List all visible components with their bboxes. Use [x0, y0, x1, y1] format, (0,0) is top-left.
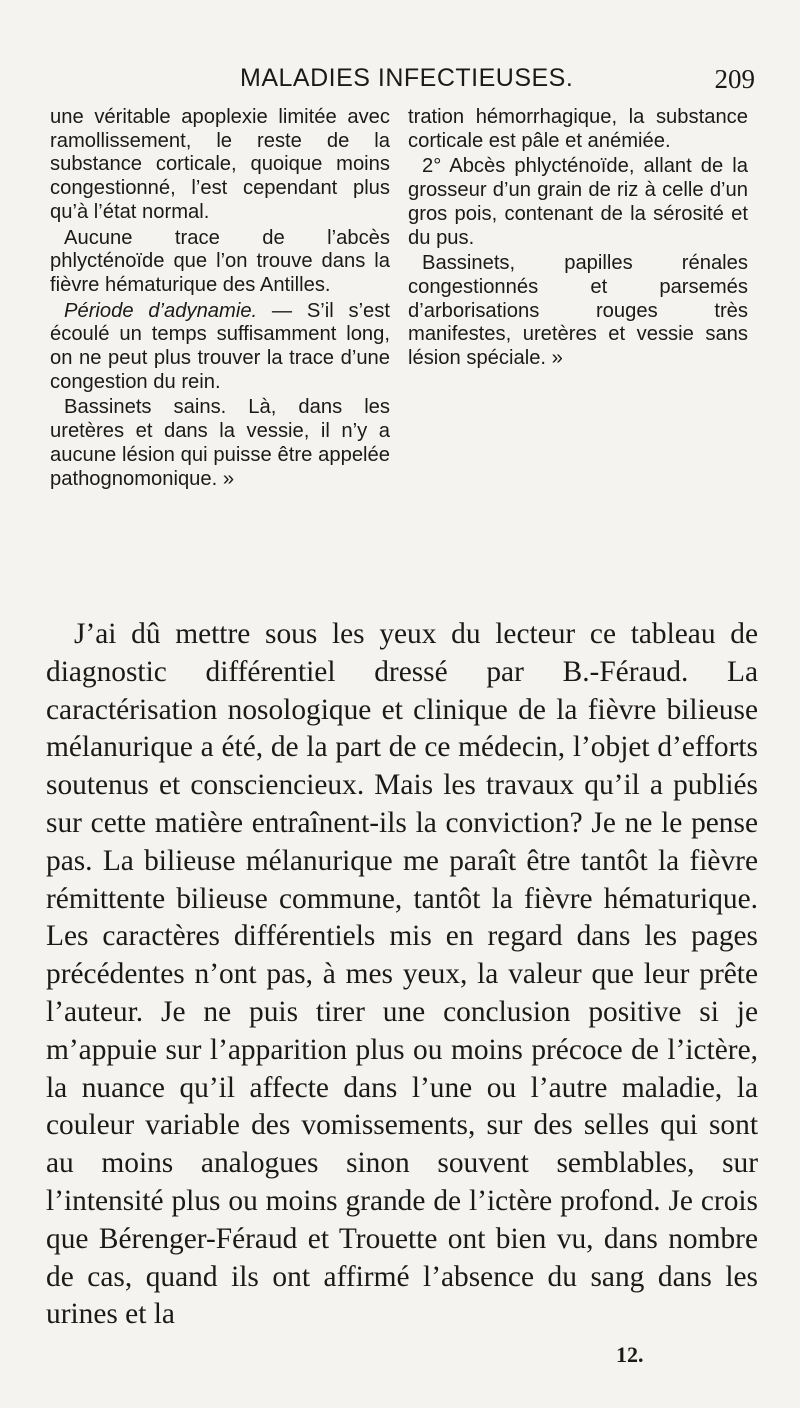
left-column [50, 106, 390, 491]
left-paragraph-1: une véritable apoplexie limitée avec ramollissement, le reste de la substance corticale, quoique moins congestionné, l’est cependant plus qu’à l’état normal. [50, 106, 390, 223]
left-paragraph-4: Bassinets sains. Là, dans les uretères et dans la vessie, il n’y a aucune lésion qui puisse être appelée pathognomonique. » [50, 396, 390, 490]
page-number: 209 [714, 64, 755, 94]
right-paragraph-3: Bassinets, papilles rénales congestionnés et parsemés d’arborisations rouges très manifestes, uretères et vessie sans lésion spéciale. » [408, 252, 748, 370]
left-paragraph-3-text: — S’il s’est écoulé un temps suffisamment long, on ne peut plus trouver la trace d’une congestion du rein. [50, 299, 390, 393]
right-paragraph-2: 2° Abcès phlycténoïde, allant de la grosseur d’un grain de riz à celle d’un gros pois, contenant de la sérosité et du pus. [408, 155, 748, 249]
left-paragraph-2: Aucune trace de l’abcès phlycténoïde que l’on trouve dans la fièvre hématurique des Antilles. [50, 226, 390, 296]
main-text [46, 616, 758, 1334]
right-column [408, 106, 748, 371]
left-paragraph-3 [50, 300, 390, 395]
section-label: Période d’adynamie. [64, 299, 258, 322]
main-paragraph: J’ai dû mettre sous les yeux du lecteur ce tableau de diagnostic différentiel dressé par B.-Féraud. La caractérisation nosologique et clinique de la fièvre bilieuse mélanurique a été, de la part de ce médecin, l’objet d’efforts soutenus et consciencieux. Mais les travaux qu’il a publiés sur cette matière entraînent-ils la conviction? Je ne le pense pas. La bilieuse mélanurique me paraît être tantôt la fièvre rémittente bilieuse commune, tantôt la fièvre hématurique. Les caractères différentiels mis en regard dans les pages précédentes n’ont pas, à mes yeux, la valeur que leur prête l’auteur. Je ne puis tirer une conclusion positive si je m’appuie sur l’apparition plus ou moins précoce de l’ictère, la nuance qu’il affecte dans l’une ou l’autre maladie, la couleur variable des vomissements, sur des selles qui sont au moins analogues sinon souvent semblables, sur l’intensité plus ou moins grande de l’ictère profond. Je crois que Bérenger-Féraud et Trouette ont bien vu, dans nombre de cas, quand ils ont affirmé l’absence du sang dans les urines et la [46, 618, 758, 1331]
page-header [40, 64, 755, 100]
signature-mark: 12. [616, 1342, 644, 1367]
running-title: MALADIES INFECTIEUSES. [240, 64, 574, 92]
right-paragraph-1: tration hémorrhagique, la substance corticale est pâle et anémiée. [408, 106, 748, 152]
